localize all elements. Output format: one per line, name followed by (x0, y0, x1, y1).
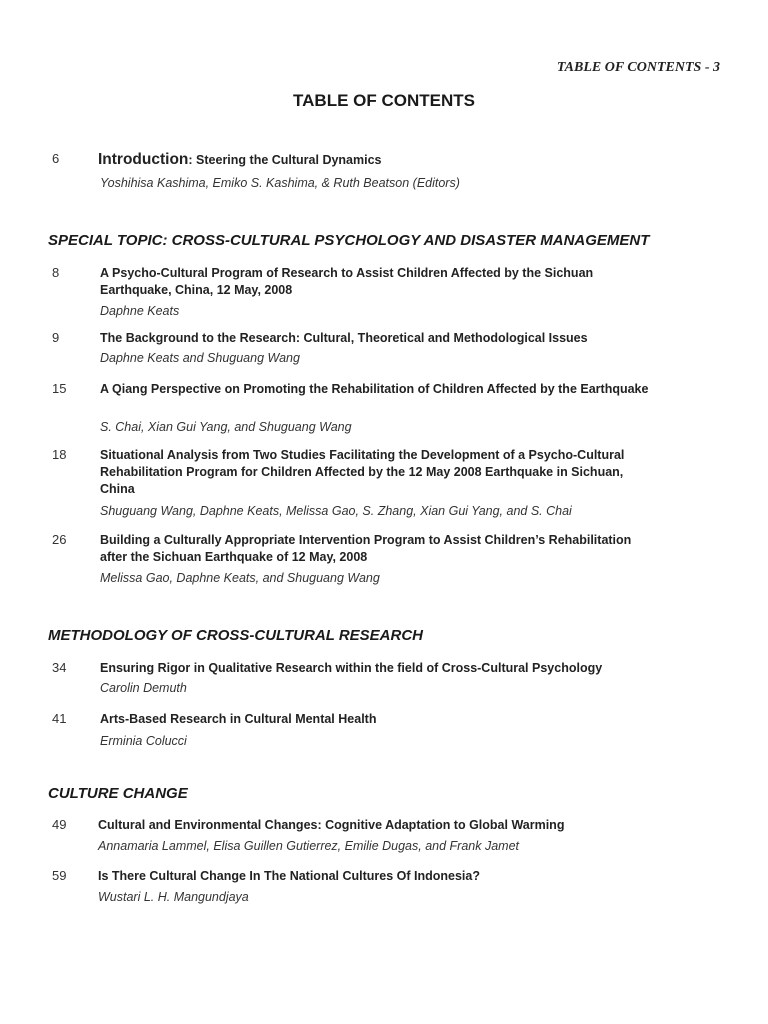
page-number: 18 (52, 447, 67, 462)
entry-title: Cultural and Environmental Changes: Cognitive Adaptation to Global Warming (98, 818, 565, 832)
section-heading: CULTURE CHANGE (48, 785, 188, 802)
page-number: 26 (52, 532, 67, 547)
entry-authors: Annamaria Lammel, Elisa Guillen Gutierrez, Emilie Dugas, and Frank Jamet (98, 839, 520, 853)
introduction-label: Introduction (98, 151, 189, 168)
entry-authors: Daphne Keats and Shuguang Wang (100, 351, 300, 365)
page-title: TABLE OF CONTENTS (293, 91, 475, 110)
entry-title (98, 151, 658, 169)
page-number: 49 (52, 817, 67, 832)
page-number: 15 (52, 381, 67, 396)
entry-authors: Erminia Colucci (100, 734, 187, 748)
entry-authors: Yoshihisa Kashima, Emiko S. Kashima, & Ruth Beatson (Editors) (100, 176, 460, 190)
entry-authors: Carolin Demuth (100, 681, 187, 695)
entry-title: Arts-Based Research in Cultural Mental Health (100, 712, 377, 726)
entry-title: The Background to the Research: Cultural, Theoretical and Methodological Issues (100, 331, 588, 345)
entry-authors: Shuguang Wang, Daphne Keats, Melissa Gao, S. Zhang, Xian Gui Yang, and S. Chai (100, 504, 572, 518)
page-number: 9 (52, 330, 60, 345)
entry-title: Building a Culturally Appropriate Intervention Program to Assist Children’s Rehabilitation after the Sichuan Earthquake of 12 May, 2008 (100, 533, 632, 564)
running-head: TABLE OF CONTENTS - 3 (556, 60, 720, 75)
section-heading: METHODOLOGY OF CROSS-CULTURAL RESEARCH (48, 627, 424, 644)
page-number: 8 (52, 265, 60, 280)
section-heading: SPECIAL TOPIC: CROSS-CULTURAL PSYCHOLOGY AND DISASTER MANAGEMENT (48, 232, 650, 249)
entry-authors: Melissa Gao, Daphne Keats, and Shuguang Wang (100, 571, 380, 585)
page-number: 41 (52, 711, 67, 726)
entry-authors: S. Chai, Xian Gui Yang, and Shuguang Wang (100, 420, 352, 434)
entry-authors: Wustari L. H. Mangundjaya (98, 890, 249, 904)
page-number: 59 (52, 868, 67, 883)
entry-title: A Psycho-Cultural Program of Research to Assist Children Affected by the Sichuan Earthquake, China, 12 May, 2008 (100, 266, 594, 297)
entry-title: Ensuring Rigor in Qualitative Research within the field of Cross-Cultural Psychology (100, 661, 603, 675)
entry-title: A Qiang Perspective on Promoting the Rehabilitation of Children Affected by the Earthquake (100, 382, 649, 396)
page-number: 34 (52, 660, 67, 675)
entry-authors: Daphne Keats (100, 304, 180, 318)
page-number: 6 (52, 151, 60, 166)
entry-title: Is There Cultural Change In The National Cultures Of Indonesia? (98, 869, 480, 883)
entry-title: Situational Analysis from Two Studies Facilitating the Development of a Psycho-Cultural Rehabilitation Program for Children Affected by the 12 May 2008 Earthquake in Sichuan, China (100, 448, 625, 496)
introduction-subtitle: : Steering the Cultural Dynamics (188, 153, 382, 167)
